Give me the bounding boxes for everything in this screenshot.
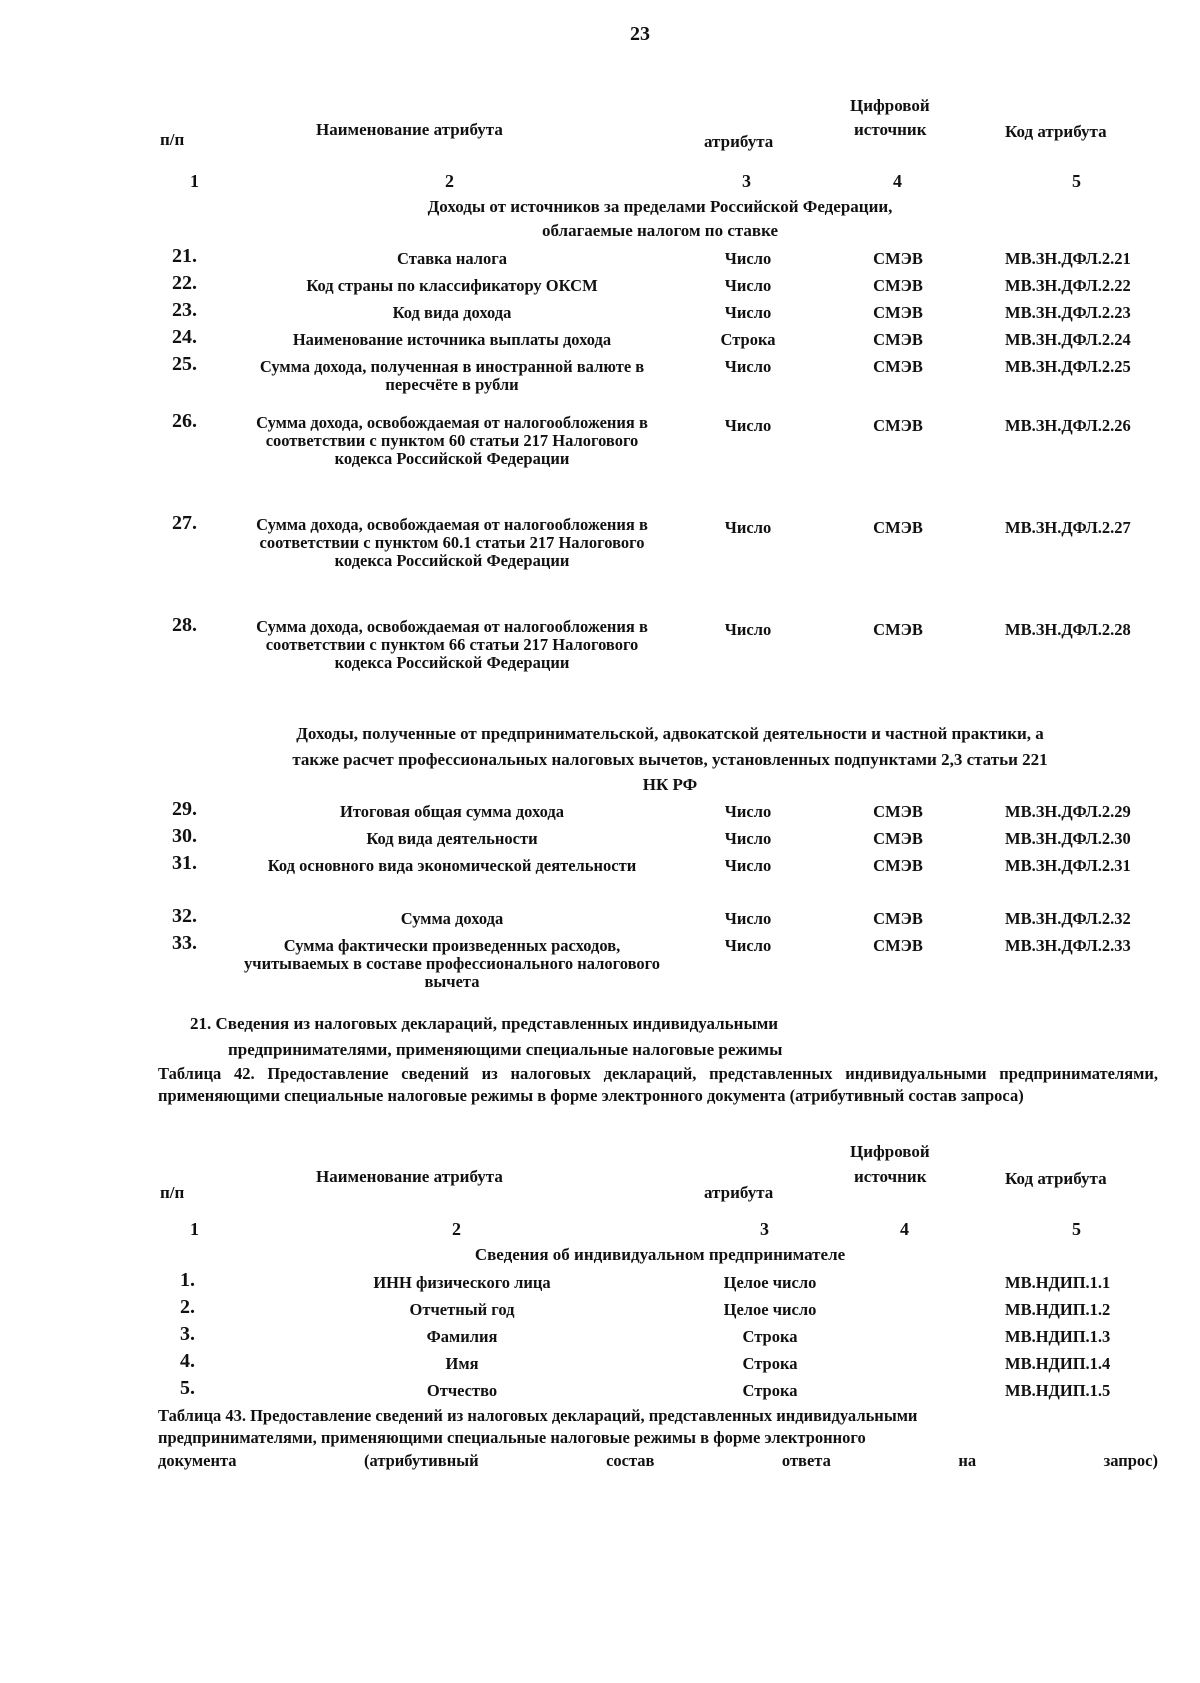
caption-word: ответа bbox=[781, 1450, 831, 1470]
row-number: 5. bbox=[180, 1377, 195, 1399]
attribute-type: Строка bbox=[720, 330, 776, 349]
caption-word: на bbox=[958, 1450, 977, 1470]
digital-source: СМЭВ bbox=[873, 416, 923, 435]
table2-col-number-3: 3 bbox=[760, 1219, 769, 1239]
attribute-name: ИНН физического лица bbox=[373, 1273, 551, 1292]
col-number-5: 5 bbox=[1072, 171, 1081, 191]
row-number: 4. bbox=[180, 1350, 195, 1372]
row-number: 31. bbox=[172, 852, 197, 874]
attribute-type: Число bbox=[724, 518, 772, 537]
digital-source: СМЭВ bbox=[873, 829, 923, 848]
attribute-name: Наименование источника выплаты дохода bbox=[292, 330, 612, 349]
attribute-code: МВ.ЗН.ДФЛ.2.31 bbox=[1005, 856, 1131, 875]
row-number: 1. bbox=[180, 1269, 195, 1291]
attribute-type: Число bbox=[724, 276, 772, 295]
attribute-type: Число bbox=[724, 620, 772, 639]
header-source-line1: Цифровой bbox=[850, 96, 930, 115]
table2-section-heading: Сведения об индивидуальном предпринимателе bbox=[474, 1245, 846, 1264]
attribute-code: МВ.ЗН.ДФЛ.2.29 bbox=[1005, 802, 1131, 821]
row-number: 24. bbox=[172, 326, 197, 348]
table2-col-number-5: 5 bbox=[1072, 1219, 1081, 1239]
row-number: 28. bbox=[172, 614, 197, 636]
table-42-caption: Таблица 42. Предоставление сведений из налоговых деклараций, представленных индивидуальными предпринимателями, применяющими специальные налоговые режимы в форме электронного документа (атрибутивный состав запроса) bbox=[158, 1064, 1158, 1106]
digital-source: СМЭВ bbox=[873, 856, 923, 875]
attribute-name: Код вида деятельности bbox=[366, 829, 538, 848]
table2-header-type: атрибута bbox=[704, 1183, 774, 1202]
attribute-code: МВ.НДИП.1.2 bbox=[1005, 1300, 1111, 1319]
caption-word: запрос) bbox=[1103, 1450, 1158, 1470]
table2-header-source-line1: Цифровой bbox=[850, 1142, 930, 1161]
row-number: 33. bbox=[172, 932, 197, 954]
attribute-code: МВ.ЗН.ДФЛ.2.32 bbox=[1005, 909, 1131, 928]
col-number-4: 4 bbox=[893, 171, 902, 191]
section-heading-line2: облагаемые налогом по ставке bbox=[541, 221, 779, 240]
row-number: 25. bbox=[172, 353, 197, 375]
attribute-type: Число bbox=[724, 357, 772, 376]
attribute-name: Сумма дохода, освобождаемая от налогообложения в соответствии с пунктом 60.1 статьи 217 Налогового кодекса Российской Федерации bbox=[256, 515, 648, 570]
attribute-name: Код страны по классификатору ОКСМ bbox=[306, 276, 598, 295]
attribute-type: Число bbox=[724, 416, 772, 435]
row-number: 22. bbox=[172, 272, 197, 294]
section-heading-line1: Доходы от источников за пределами Российской Федерации, bbox=[427, 197, 893, 216]
attribute-name: Сумма дохода, освобождаемая от налогообложения в соответствии с пунктом 60 статьи 217 Налогового кодекса Российской Федерации bbox=[256, 413, 648, 468]
attribute-type: Число bbox=[724, 249, 772, 268]
attribute-code: МВ.ЗН.ДФЛ.2.26 bbox=[1005, 416, 1131, 435]
attribute-code: МВ.ЗН.ДФЛ.2.23 bbox=[1005, 303, 1131, 322]
row-number: 2. bbox=[180, 1296, 195, 1318]
attribute-type: Строка bbox=[742, 1354, 798, 1373]
attribute-name: Имя bbox=[445, 1354, 479, 1373]
caption-word: (атрибутивный bbox=[364, 1450, 479, 1470]
attribute-type: Число bbox=[724, 936, 772, 955]
row-number: 23. bbox=[172, 299, 197, 321]
attribute-name: Код вида дохода bbox=[392, 303, 512, 322]
attribute-code: МВ.ЗН.ДФЛ.2.24 bbox=[1005, 330, 1131, 349]
digital-source: СМЭВ bbox=[873, 909, 923, 928]
row-number: 27. bbox=[172, 512, 197, 534]
section-21-heading-line2: предпринимателями, применяющими специальные налоговые режимы bbox=[228, 1040, 783, 1059]
digital-source: СМЭВ bbox=[873, 936, 923, 955]
attribute-name: Отчетный год bbox=[409, 1300, 515, 1319]
attribute-type: Целое число bbox=[723, 1300, 817, 1319]
table-43-caption-line1: Таблица 43. Предоставление сведений из налоговых деклараций, представленных индивидуальными bbox=[158, 1406, 918, 1425]
table-43-caption-line2: предпринимателями, применяющими специальные налоговые режимы в форме электронного bbox=[158, 1428, 866, 1448]
attribute-name: Сумма дохода, полученная в иностранной валюте в пересчёте в рубли bbox=[259, 357, 645, 394]
digital-source: СМЭВ bbox=[873, 330, 923, 349]
digital-source: СМЭВ bbox=[873, 620, 923, 639]
attribute-code: МВ.ЗН.ДФЛ.2.30 bbox=[1005, 829, 1131, 848]
row-number: 21. bbox=[172, 245, 197, 267]
caption-word: состав bbox=[606, 1450, 655, 1470]
digital-source: СМЭВ bbox=[873, 276, 923, 295]
header-name: Наименование атрибута bbox=[316, 120, 503, 139]
row-number: 30. bbox=[172, 825, 197, 847]
digital-source: СМЭВ bbox=[873, 802, 923, 821]
page-number: 23 bbox=[630, 23, 650, 45]
table2-header-code: Код атрибута bbox=[1005, 1169, 1107, 1188]
attribute-code: МВ.ЗН.ДФЛ.2.33 bbox=[1005, 936, 1131, 955]
attribute-code: МВ.НДИП.1.3 bbox=[1005, 1327, 1111, 1346]
attribute-name: Сумма фактически произведенных расходов, учитываемых в составе профессионального налогового вычета bbox=[244, 936, 660, 991]
attribute-code: МВ.НДИП.1.1 bbox=[1005, 1273, 1111, 1292]
digital-source: СМЭВ bbox=[873, 249, 923, 268]
attribute-code: МВ.НДИП.1.5 bbox=[1005, 1381, 1111, 1400]
attribute-type: Число bbox=[724, 856, 772, 875]
attribute-type: Строка bbox=[742, 1327, 798, 1346]
attribute-name: Сумма дохода bbox=[400, 909, 504, 928]
attribute-name: Отчество bbox=[426, 1381, 498, 1400]
table2-header-source-line2: источник bbox=[854, 1167, 927, 1186]
table-43-caption bbox=[158, 1405, 1158, 1472]
attribute-type: Число bbox=[724, 909, 772, 928]
col-number-3: 3 bbox=[742, 171, 751, 191]
attribute-type: Число bbox=[724, 802, 772, 821]
table2-col-number-4: 4 bbox=[900, 1219, 909, 1239]
caption-word: документа bbox=[158, 1450, 237, 1470]
section-heading-b-line3: НК РФ bbox=[642, 775, 698, 794]
header-source-line2: источник bbox=[854, 120, 927, 139]
row-number: 3. bbox=[180, 1323, 195, 1345]
header-code: Код атрибута bbox=[1005, 122, 1107, 141]
attribute-name: Сумма дохода, освобождаемая от налогообложения в соответствии с пунктом 66 статьи 217 Налогового кодекса Российской Федерации bbox=[256, 617, 648, 672]
table2-header-name: Наименование атрибута bbox=[316, 1167, 503, 1186]
attribute-type: Число bbox=[724, 829, 772, 848]
section-heading-b-line2: также расчет профессиональных налоговых вычетов, установленных подпунктами 2,3 статьи 221 bbox=[292, 750, 1048, 769]
attribute-code: МВ.ЗН.ДФЛ.2.25 bbox=[1005, 357, 1131, 376]
attribute-name: Ставка налога bbox=[397, 249, 507, 268]
attribute-type: Целое число bbox=[723, 1273, 817, 1292]
attribute-code: МВ.НДИП.1.4 bbox=[1005, 1354, 1111, 1373]
col-number-2: 2 bbox=[445, 171, 454, 191]
attribute-type: Число bbox=[724, 303, 772, 322]
attribute-code: МВ.ЗН.ДФЛ.2.21 bbox=[1005, 249, 1131, 268]
attribute-type: Строка bbox=[742, 1381, 798, 1400]
attribute-code: МВ.ЗН.ДФЛ.2.27 bbox=[1005, 518, 1131, 537]
attribute-name: Фамилия bbox=[426, 1327, 498, 1346]
table-43-caption-line3 bbox=[158, 1450, 1158, 1472]
section-heading-b-line1: Доходы, полученные от предпринимательской, адвокатской деятельности и частной практики, а bbox=[296, 724, 1044, 743]
digital-source: СМЭВ bbox=[873, 357, 923, 376]
col-number-1: 1 bbox=[190, 171, 199, 191]
row-number: 32. bbox=[172, 905, 197, 927]
attribute-name: Итоговая общая сумма дохода bbox=[340, 802, 564, 821]
section-21-heading-line1: 21. Сведения из налоговых деклараций, представленных индивидуальными bbox=[190, 1014, 779, 1033]
row-number: 26. bbox=[172, 410, 197, 432]
attribute-code: МВ.ЗН.ДФЛ.2.22 bbox=[1005, 276, 1131, 295]
header-num: п/п bbox=[160, 130, 185, 149]
header-type: атрибута bbox=[704, 132, 774, 151]
row-number: 29. bbox=[172, 798, 197, 820]
attribute-code: МВ.ЗН.ДФЛ.2.28 bbox=[1005, 620, 1131, 639]
attribute-name: Код основного вида экономической деятельности bbox=[267, 856, 637, 875]
table2-col-number-1: 1 bbox=[190, 1219, 199, 1239]
table2-col-number-2: 2 bbox=[452, 1219, 461, 1239]
digital-source: СМЭВ bbox=[873, 303, 923, 322]
table2-header-num: п/п bbox=[160, 1183, 185, 1202]
digital-source: СМЭВ bbox=[873, 518, 923, 537]
